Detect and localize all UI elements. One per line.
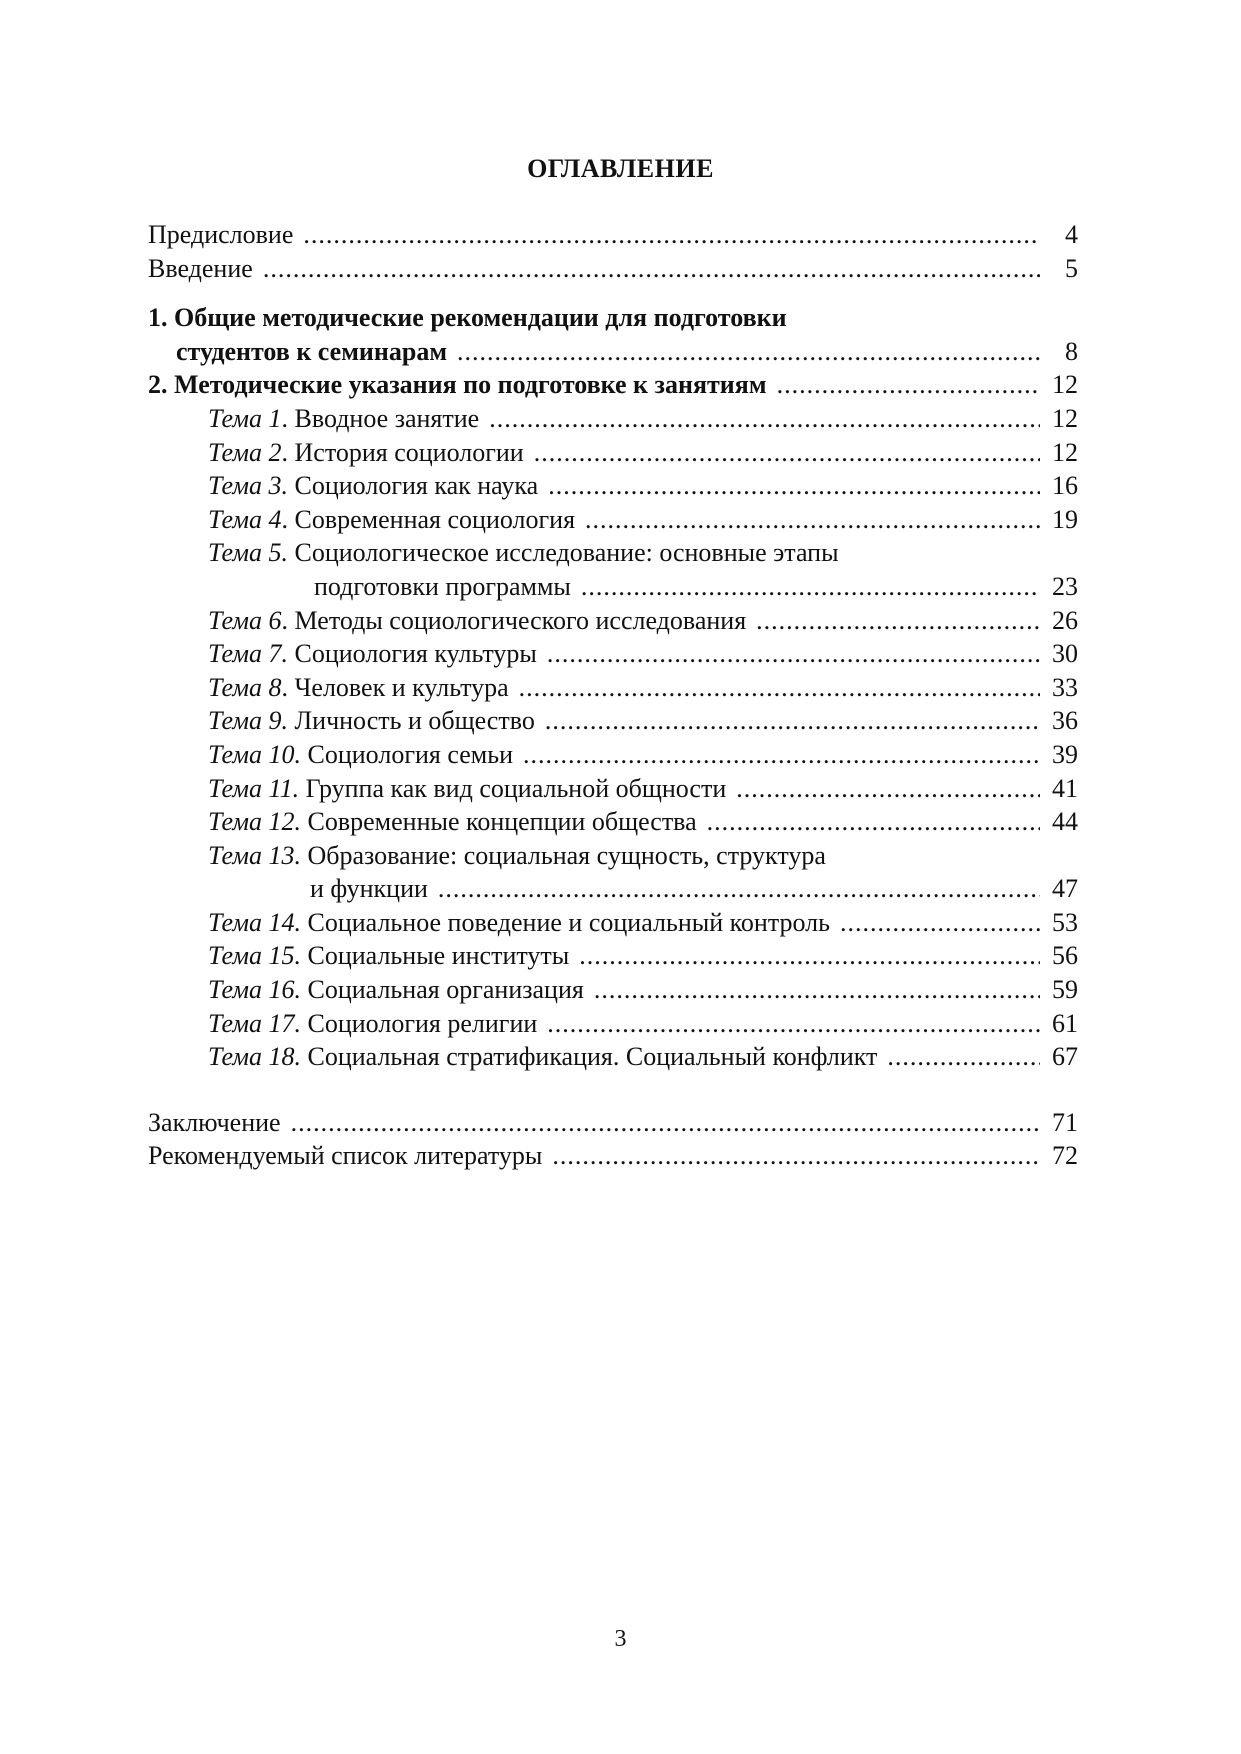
toc-entry-page: 71 [1052,1107,1078,1137]
toc-entry-topic [148,906,1078,940]
toc-entry-topic [148,671,1078,705]
toc-leader-dots [534,436,1040,470]
toc-entry-topic [148,839,1078,873]
toc-entry-topic [148,604,1078,638]
toc-leader-dots [887,1040,1040,1074]
toc-entry-page: 5 [1065,253,1078,283]
toc-entry-page: 16 [1052,471,1078,501]
toc-entry-page: 47 [1052,874,1078,904]
toc-entry-topic [148,1007,1078,1041]
toc-entry-page: 4 [1065,220,1078,249]
toc-leader-dots [457,335,1040,369]
topic-number: Тема 1 [208,403,282,433]
toc-entry-label: Социологическое исследование: основные этапы [288,538,839,568]
toc-leader-dots [579,939,1040,973]
toc-entry-page: 12 [1052,437,1078,467]
toc-entry-page: 26 [1052,605,1078,635]
topic-number: Тема 17. [208,1008,302,1038]
toc-entry-label: . История социологии [281,437,524,467]
toc-entry-topic [148,738,1078,772]
toc-entry-introduction [148,252,1078,286]
toc-entry-label: Социология семьи [301,739,513,769]
toc-entry-page: 12 [1052,370,1078,400]
toc-leader-dots [291,1106,1040,1140]
toc-entry-label: подготовки программы [314,571,571,601]
toc-entry-topic [148,805,1078,839]
toc-leader-dots [581,570,1040,604]
toc-entry-label: Социология культуры [288,639,537,669]
toc-entry-topic-cont [148,570,1078,604]
toc-entry-page: 8 [1065,336,1078,366]
toc-entry-page: 59 [1052,975,1078,1005]
toc-entry-topic [148,973,1078,1007]
toc-entry-section-2 [148,368,1078,402]
toc-leader-dots [777,368,1040,402]
toc-leader-dots [519,671,1040,705]
toc-entry-label: Современные концепции общества [301,807,697,837]
toc-leader-dots [548,469,1040,503]
toc-leader-dots [707,805,1040,839]
toc-entry-label: Социальная организация [301,975,584,1005]
toc-entry-label: Социальное поведение и социальный контроль [301,907,831,937]
toc-entry-label: Образование: социальная сущность, структура [301,840,826,870]
toc-entry-page: 61 [1052,1008,1078,1038]
toc-entry-page: 30 [1052,639,1078,669]
toc-entry-preface [148,218,1078,252]
toc-entry-section-1-cont [148,335,1078,369]
toc-entry-page: 33 [1052,672,1078,702]
toc-leader-dots [263,252,1040,286]
table-of-contents [148,218,1078,1173]
toc-entry-label: 2. Методические указания по подготовке к занятиям [148,370,767,400]
toc-entry-page: 19 [1052,504,1078,534]
toc-entry-label: Социология религии [301,1008,538,1038]
toc-leader-dots [756,604,1040,638]
toc-entry-page: 23 [1052,571,1078,601]
toc-entry-label: Личность и общество [288,706,535,736]
toc-entry-topic [148,1040,1078,1074]
topic-number: Тема 4 [208,504,282,534]
topic-number: Тема 12. [208,807,302,837]
page-number: 3 [614,1626,627,1652]
toc-leader-dots [523,738,1040,772]
toc-entry-label: Социология как наука [288,471,539,501]
topic-number: Тема 18. [208,1042,302,1072]
toc-entry-page: 56 [1052,941,1078,971]
toc-entry-label: Социальные институты [301,941,570,971]
topic-number: Тема 15. [208,941,302,971]
toc-entry-topic [148,402,1078,436]
topic-number: Тема 6 [208,605,282,635]
topic-number: Тема 7. [208,639,289,669]
toc-entry-topic [148,772,1078,806]
toc-leader-dots [303,218,1040,252]
topic-number: Тема 9. [208,706,289,736]
toc-entry-label: 1. Общие методические рекомендации для подготовки [148,303,787,333]
topic-number: Тема 2 [208,437,282,467]
toc-leader-dots [547,1007,1040,1041]
toc-entry-label: Введение [148,253,253,283]
toc-entry-topic [148,536,1078,570]
toc-entry-page: 41 [1052,773,1078,803]
toc-entry-topic [148,436,1078,470]
toc-leader-dots [594,973,1040,1007]
toc-leader-dots [547,637,1040,671]
toc-entry-topic [148,704,1078,738]
toc-entry-page: 53 [1052,907,1078,937]
toc-leader-dots [545,704,1040,738]
toc-entry-page: 44 [1052,807,1078,837]
toc-entry-label: Социальная стратификация. Социальный конфликт [301,1042,878,1072]
toc-entry-label: . Методы социологического исследования [281,605,747,635]
toc-entry-label: Предисловие [148,220,294,249]
toc-entry-conclusion [148,1106,1078,1140]
toc-entry-section-1 [148,301,1078,335]
toc-entry-page: 36 [1052,706,1078,736]
toc-entry-topic [148,939,1078,973]
toc-entry-label: . Вводное занятие [281,403,480,433]
topic-number: Тема 10. [208,739,302,769]
topic-number: Тема 11. [208,773,300,803]
topic-number: Тема 8 [208,672,282,702]
toc-entry-topic-cont [148,872,1078,906]
toc-entry-bibliography [148,1139,1078,1173]
topic-number: Тема 5. [208,538,289,568]
toc-entry-topic [148,469,1078,503]
toc-leader-dots [840,906,1040,940]
toc-leader-dots [736,772,1040,806]
toc-entry-topic [148,637,1078,671]
toc-entry-page: 39 [1052,739,1078,769]
topic-number: Тема 3. [208,471,289,501]
toc-entry-label: Рекомендуемый список литературы [148,1141,543,1171]
toc-entry-label: студентов к семинарам [176,336,448,366]
toc-entry-label: . Современная социология [281,504,576,534]
toc-entry-page: 67 [1052,1042,1078,1072]
toc-entry-topic [148,503,1078,537]
toc-entry-label: Группа как вид социальной общности [299,773,727,803]
toc-leader-dots [585,503,1040,537]
toc-entry-page: 12 [1052,403,1078,433]
toc-entry-label: . Человек и культура [281,672,509,702]
toc-leader-dots [438,872,1040,906]
toc-entry-label: Заключение [148,1107,281,1137]
topic-number: Тема 14. [208,907,302,937]
topic-number: Тема 16. [208,975,302,1005]
toc-leader-dots [552,1139,1040,1173]
toc-leader-dots [489,402,1040,436]
toc-entry-page: 72 [1052,1141,1078,1171]
page-title: ОГЛАВЛЕНИЕ [527,154,714,183]
toc-entry-label: и функции [310,874,428,904]
topic-number: Тема 13. [208,840,302,870]
